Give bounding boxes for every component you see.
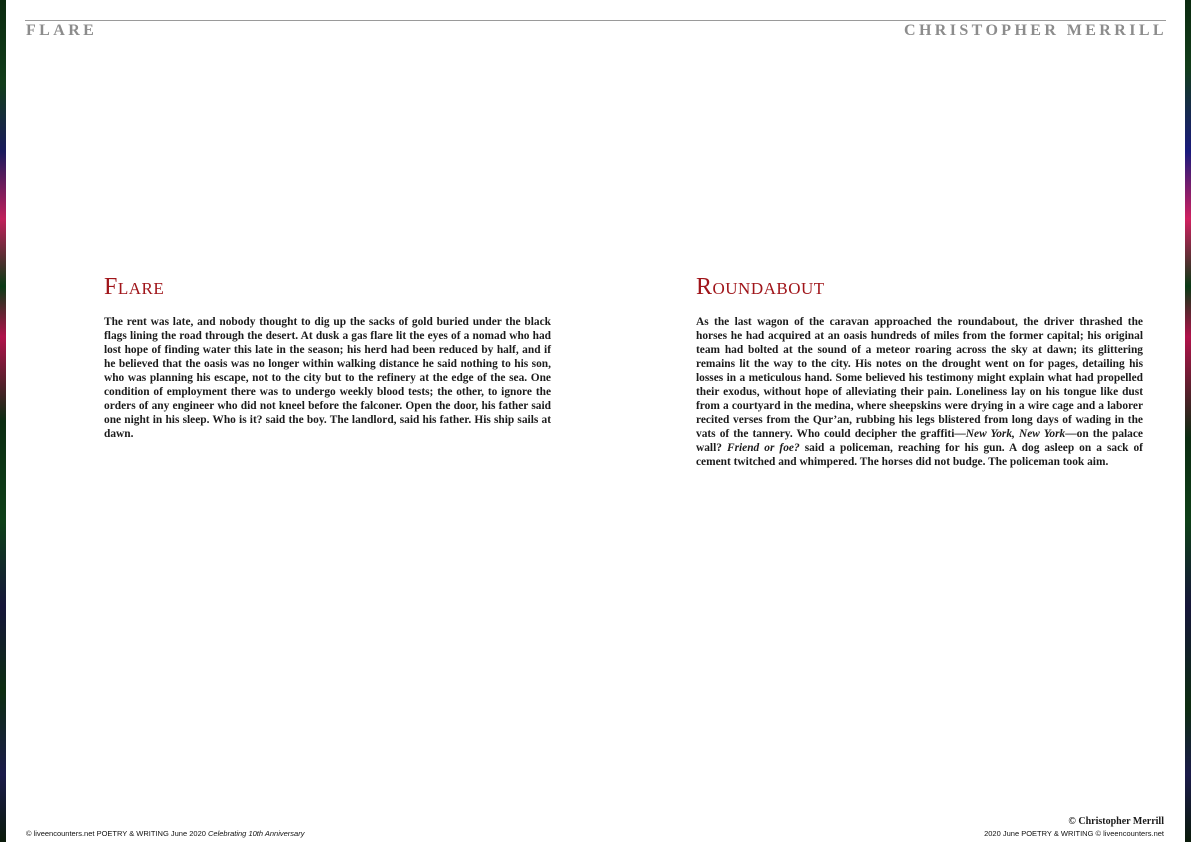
header-rule <box>25 20 1166 21</box>
poem-title-flare: Flare <box>104 274 165 300</box>
poem-italic-graffiti: New York, New York <box>965 428 1066 440</box>
magazine-spread <box>6 0 1185 842</box>
poem-title-roundabout: Roundabout <box>696 274 825 300</box>
footer-right: 2020 June POETRY & WRITING © liveencounters.net <box>984 829 1164 838</box>
poem-text-part: As the last wagon of the caravan approached the roundabout, the driver thrashed the horses he had acquired at an oasis hundreds of miles from the former capital; his original team had bolted at the sound of a meteor roaring across the sky at dawn; its glittering remains lit the way to the city. His notes on the drought went on for pages, detailing his losses in a meticulous hand. Some believed his testimony might explain what had propelled their exodus, without hope of alleviating their pain. Loneliness lay on his tongue like dust from a courtyard in the medina, where sheepskins were drying in a wire cage and a laborer recited verses from the Qur’an, rubbing his legs blistered from long days of wading in the vats of the tannery. Who could decipher the graffiti— <box>696 316 1143 440</box>
running-header-title: FLARE <box>26 22 98 39</box>
copyright-author: © Christopher Merrill <box>1068 816 1164 827</box>
poem-body-flare: The rent was late, and nobody thought to dig up the sacks of gold buried under the black flags lining the road through the desert. At dusk a gas flare lit the eyes of a nomad who had lost hope of finding water this late in the season; his herd had been reduced by half, and if he believed that the oasis was no longer within walking distance he said nothing to his son, who was planning his escape, not to the city but to the refinery at the edge of the sea. One condition of employment there was to undergo weekly blood tests; the other, to ignore the orders of any engineer who did not kneel before the falconer. Open the door, his father said one night in his sleep. Who is it? said the boy. The landlord, said his father. His ship sails at dawn. <box>104 316 551 440</box>
poem-text-part: —on the palace wall? <box>696 428 1143 454</box>
poem-italic-question: Friend or foe? <box>726 442 800 454</box>
right-decorative-border <box>1185 0 1191 842</box>
footer-left-italic: Celebrating 10th Anniversary <box>208 829 305 838</box>
running-header-author: CHRISTOPHER MERRILL <box>903 22 1167 39</box>
footer-left-text: © liveencounters.net POETRY & WRITING June 2020 <box>26 829 208 838</box>
poem-body-roundabout <box>696 315 1143 469</box>
poem-text-part: said a policeman, reaching for his gun. A dog asleep on a sack of cement twitched and whimpered. The horses did not budge. The policeman took aim. <box>696 442 1143 468</box>
footer-left <box>26 829 304 838</box>
